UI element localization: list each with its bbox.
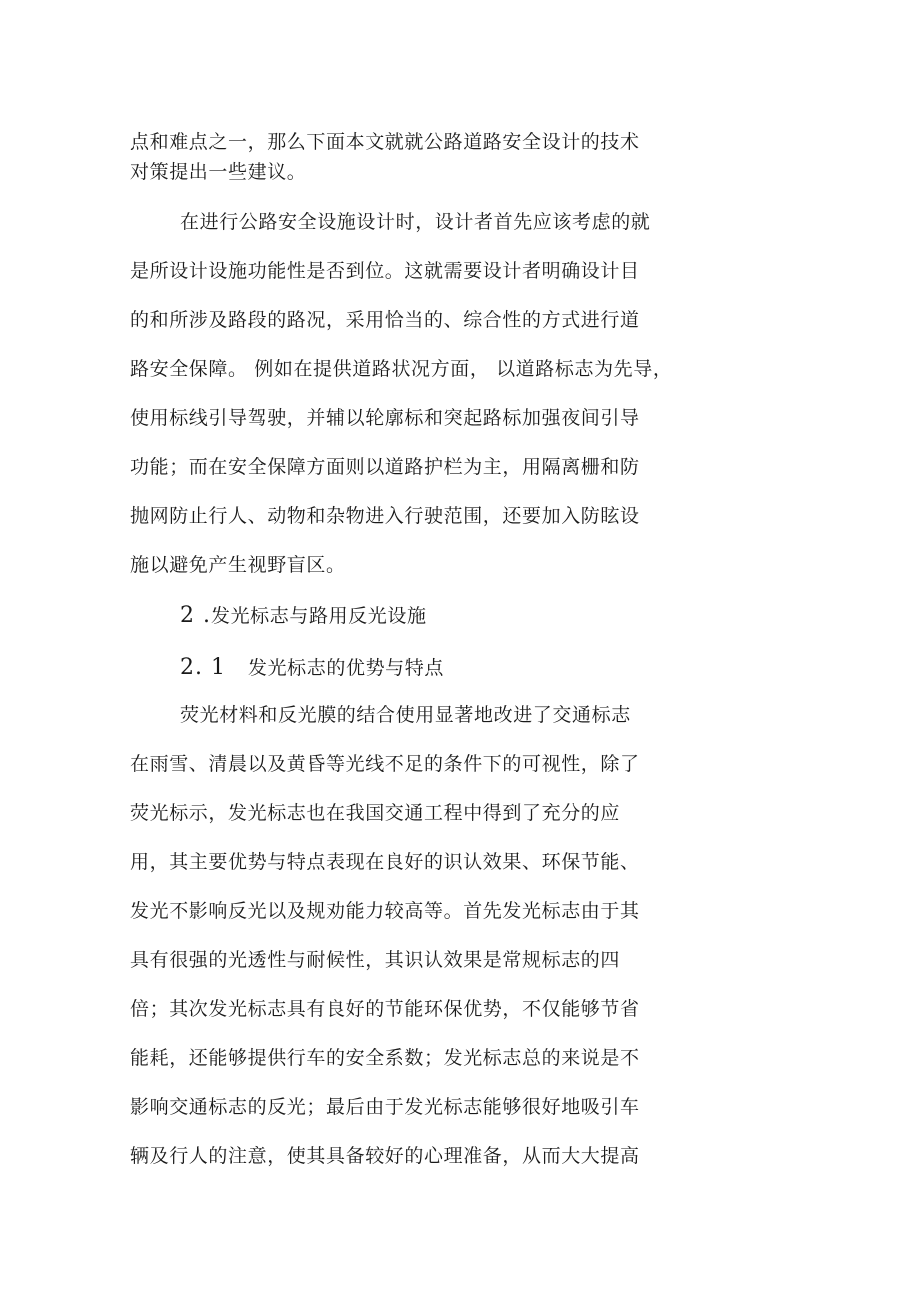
paragraph-line: 具有很强的光透性与耐候性，其识认效果是常规标志的四 (130, 949, 621, 971)
section-number: 2 . (180, 603, 211, 628)
paragraph-line: 的和所涉及路段的路况，采用恰当的、综合性的方式进行道 (130, 309, 640, 331)
paragraph-line: 对策提出一些建议。 (130, 161, 307, 183)
paragraph-line: 使用标线引导驾驶，并辅以轮廓标和突起路标加强夜间引导 (130, 407, 640, 429)
paragraph-line: 荧光材料和反光膜的结合使用显著地改进了交通标志 (180, 704, 631, 726)
paragraph-line: 抛网防止行人、动物和杂物进入行驶范围，还要加入防眩设 (130, 505, 640, 527)
paragraph-line: 倍；其次发光标志具有良好的节能环保优势，不仅能够节省 (130, 998, 640, 1020)
subsection-number: 2. 1 (180, 655, 226, 680)
paragraph-line: 用，其主要优势与特点表现在良好的识认效果、环保节能、 (130, 851, 640, 873)
paragraph-line: 发光不影响反光以及规劝能力较高等。首先发光标志由于其 (130, 900, 640, 922)
paragraph-line: 在进行公路安全设施设计时，设计者首先应该考虑的就 (180, 211, 651, 233)
paragraph-line: 辆及行人的注意，使其具备较好的心理准备，从而大大提高 (130, 1145, 640, 1167)
paragraph-line: 能耗，还能够提供行车的安全系数；发光标志总的来说是不 (130, 1047, 640, 1069)
subsection-heading (180, 656, 444, 680)
paragraph-line: 点和难点之一，那么下面本文就就公路道路安全设计的技术 (130, 131, 640, 153)
section-heading (180, 604, 427, 628)
paragraph-line: 路安全保障。 例如在提供道路状况方面， 以道路标志为先导， (130, 358, 673, 380)
paragraph-line: 施以避免产生视野盲区。 (130, 554, 346, 576)
paragraph-line: 功能；而在安全保障方面则以道路护栏为主，用隔离栅和防 (130, 456, 640, 478)
subsection-title: 发光标志的优势与特点 (247, 657, 444, 679)
paragraph-line: 荧光标示，发光标志也在我国交通工程中得到了充分的应 (130, 802, 621, 824)
paragraph-line: 是所设计设施功能性是否到位。这就需要设计者明确设计目 (130, 260, 640, 282)
paragraph-line: 在雨雪、清晨以及黄昏等光线不足的条件下的可视性，除了 (130, 753, 640, 775)
section-title: 发光标志与路用反光设施 (210, 605, 427, 627)
paragraph-line: 影响交通标志的反光；最后由于发光标志能够很好地吸引车 (130, 1096, 640, 1118)
